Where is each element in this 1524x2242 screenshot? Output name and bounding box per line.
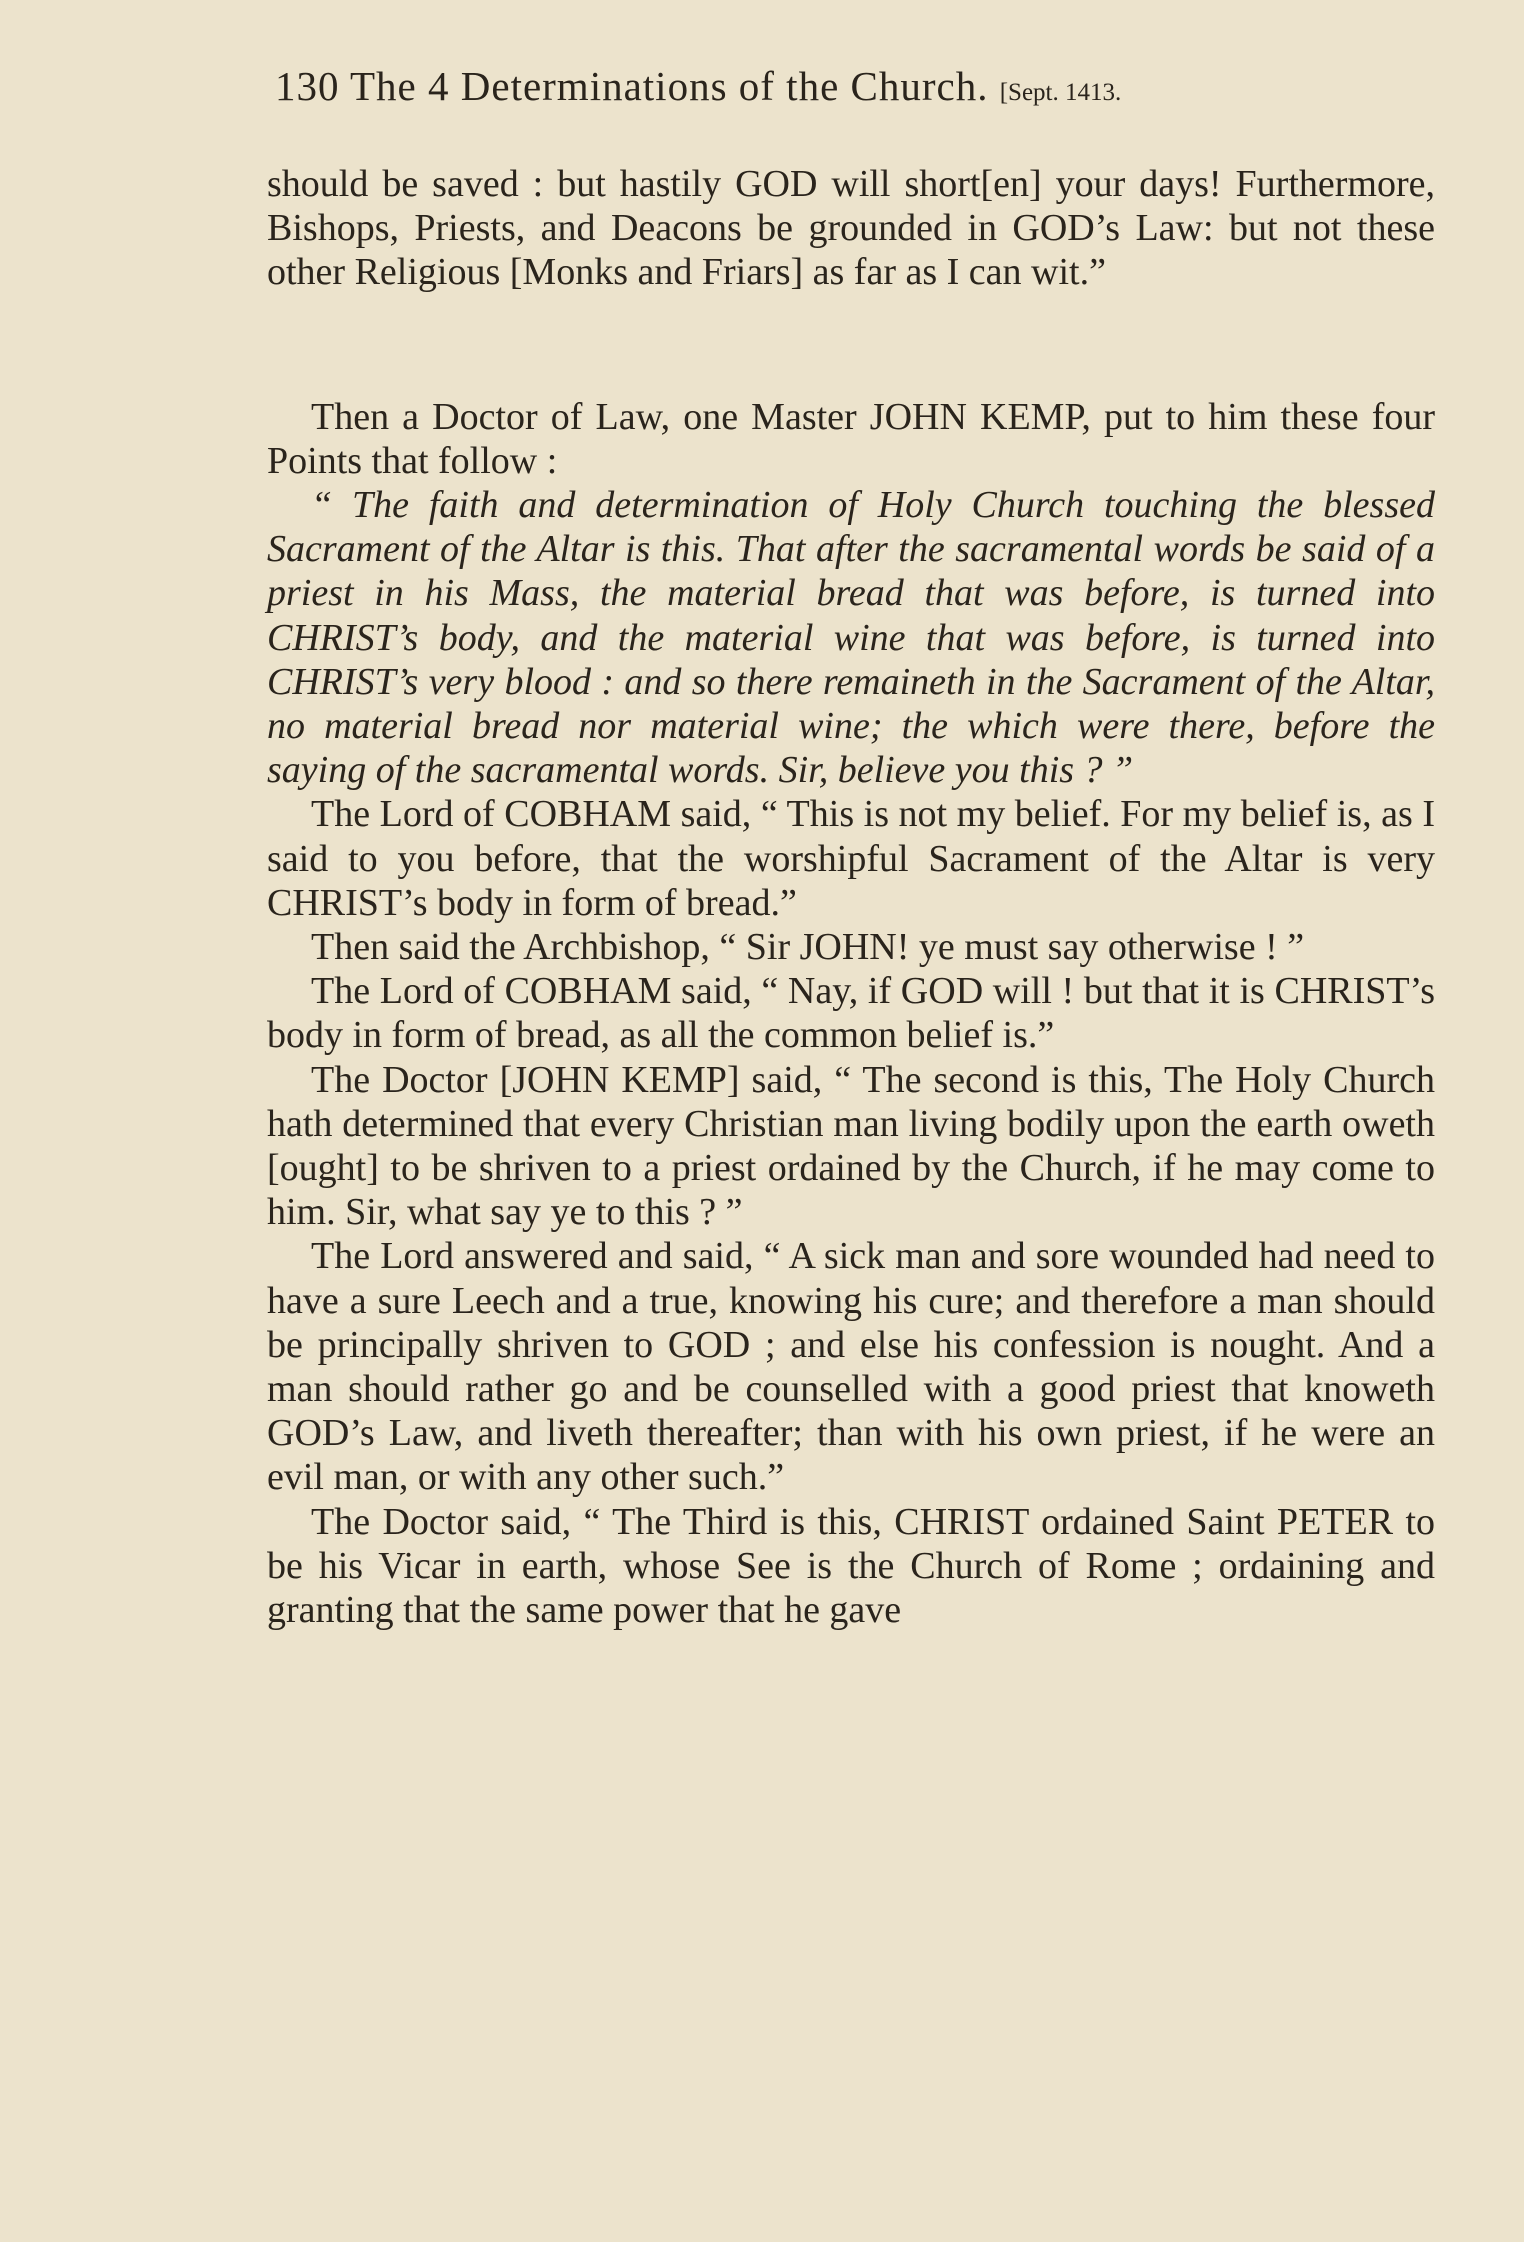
paragraph: “ The faith and determination of Holy Church touching the blessed Sacrament of the Altar is this. That after the sacramental words be said of a priest in his Mass, the material bread that was before, is turned into CHRIST’s body, and the material wine that was before, is turned into CHRIST’s very blood : and so there remaineth in the Sacrament of the Altar, no material bread nor material wine; the which were there, before the saying of the sacramental words. Sir, believe you this ? ” bbox=[267, 484, 1435, 792]
paragraph: The Lord of COBHAM said, “ This is not my belief. For my belief is, as I said to you before, that the worshipful Sacrament of the Altar is very CHRIST’s body in form of bread.” bbox=[267, 793, 1435, 924]
paragraph: The Doctor [JOHN KEMP] said, “ The second is this, The Holy Church hath determined that every Christian man living bodily upon the earth oweth [ought] to be shriven to a priest ordained by the Church, if he may come to him. Sir, what say ye to this ? ” bbox=[267, 1058, 1435, 1234]
paragraph: Then a Doctor of Law, one Master JOHN KEMP, put to him these four Points that follow : bbox=[267, 395, 1435, 482]
header-date: [Sept. 1413. bbox=[999, 79, 1122, 106]
running-title: The 4 Determinations of the Church. bbox=[350, 63, 989, 109]
paragraph: should be saved : but hastily GOD will short[en] your days! Furthermore, Bishops, Priests, and Deacons be grounded in GOD’s Law: but not these other Religious [Monks and Friars] as far as I can wit.” bbox=[267, 163, 1435, 294]
running-header bbox=[275, 62, 1445, 110]
paragraph: Then said the Archbishop, “ Sir JOHN! ye must say otherwise ! ” bbox=[311, 926, 1305, 969]
paragraph: The Doctor said, “ The Third is this, CHRIST ordained Saint PETER to be his Vicar in earth, whose See is the Church of Rome ; ordaining and granting that the same power that he gave bbox=[267, 1500, 1435, 1632]
page-number: 130 bbox=[275, 63, 340, 109]
paragraph: The Lord of COBHAM said, “ Nay, if GOD will ! but that it is CHRIST’s body in form of bread, as all the common belief is.” bbox=[267, 970, 1435, 1057]
paragraph: The Lord answered and said, “ A sick man and sore wounded had need to have a sure Leech and a true, knowing his cure; and therefore a man should be principally shriven to GOD ; and else his confession is nought. And a man should rather go and be counselled with a good priest that knoweth GOD’s Law, and liveth thereafter; than with his own priest, if he were an evil man, or with any other such.” bbox=[267, 1235, 1435, 1499]
page-body bbox=[267, 162, 1435, 1632]
